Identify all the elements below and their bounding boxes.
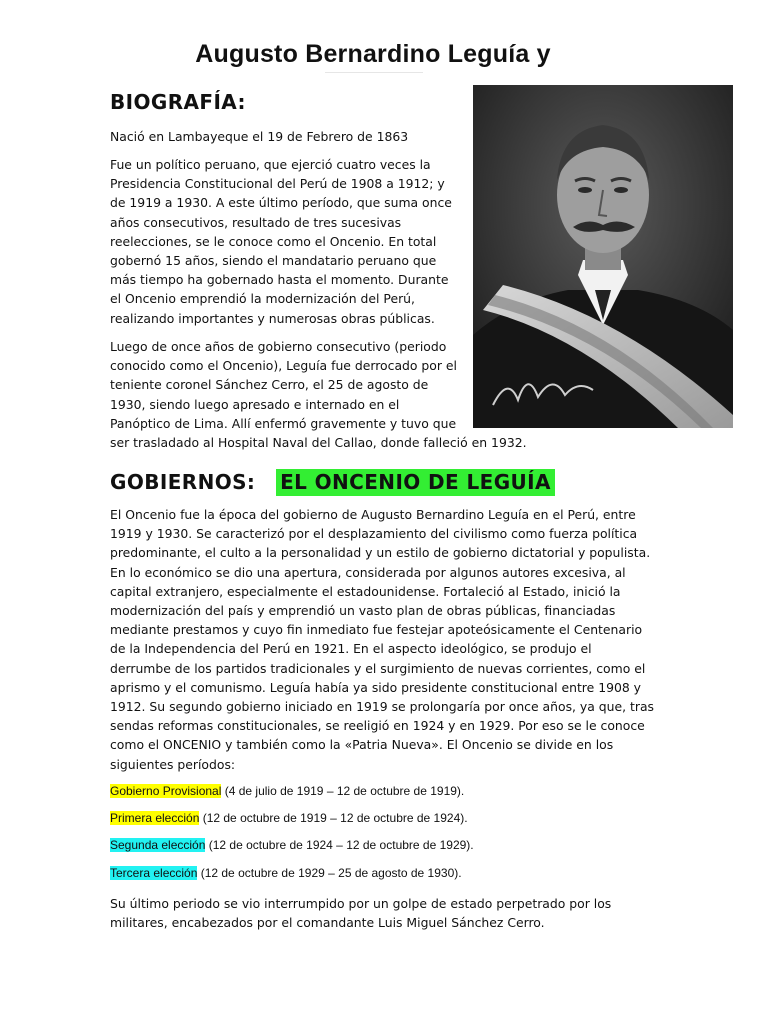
period-item [110,784,464,798]
paragraph-line: modernización del país y emprendió un vasto plan de obras públicas, financiadas [110,603,616,619]
paragraph-line: conocido como el Oncenio), Leguía fue derrocado por el [110,358,457,374]
paragraph-line: años consecutivos, resultado de tres sucesivas [110,214,402,230]
paragraph-line: militares, encabezados por el comandante Luis Miguel Sánchez Cerro. [110,915,545,931]
oncenio-paragraph [110,505,654,774]
paragraph-line: más tiempo ha gobernado hasta el momento. Durante [110,272,449,288]
paragraph-line: 1912. Su segundo gobierno iniciado en 1919 se prolongaría por once años, ya que, tras [110,699,655,715]
paragraph-line: En lo económico se dio una apertura, considerada por algunos autores excesiva, al [110,564,626,580]
paragraph-line: mediante prestamos y cuyo fin inmediato fue festejar apoteósicamente el Centenario [110,622,643,638]
period-label: Gobierno Provisional [110,784,222,798]
paragraph-line: de 1919 a 1930. A este último período, que suma once [110,195,452,211]
paragraph-line: el Oncenio emprendió la modernización del Perú, [110,291,415,307]
period-item [110,811,468,825]
period-dates: (12 de octubre de 1919 – 12 de octubre de 1924). [199,811,468,825]
period-label: Segunda elección [110,838,206,852]
birth-line: Nació en Lambayeque el 19 de Febrero de 1863 [110,129,409,144]
paragraph-line: Su último periodo se vio interrumpido por un golpe de estado perpetrado por los [110,896,612,911]
paragraph-line: Luego de once años de gobierno consecutivo (periodo [110,339,447,354]
paragraph-line: aprismo y el comunismo. Leguía había ya sido presidente constitucional entre 1908 y [110,679,641,695]
paragraph-line: como el ONCENIO y también como la «Patria Nueva». El Oncenio se divide en los [110,737,614,753]
period-item [110,838,474,852]
paragraph-line: capital extranjero, especialmente el estadounidense. Fortaleció al Estado, inició la [110,583,621,599]
paragraph-line: 1930, siendo luego apresado e internado en el [110,396,400,412]
biography-heading: BIOGRAFÍA: [110,90,246,114]
period-dates: (12 de octubre de 1924 – 12 de octubre de 1929). [205,838,474,852]
portrait-photo-icon [473,85,733,428]
paragraph-line: sendas reformas constitucionales, se reeligió en 1924 y en 1929. Por eso se le conoce [110,718,645,734]
title-underline [325,72,423,73]
governments-label: GOBIERNOS: [110,470,256,494]
period-item [110,866,462,880]
paragraph-line: 1919 y 1930. Se caracterizó por el desplazamiento del civilismo como fuerza política [110,526,638,542]
governments-heading [110,470,555,494]
paragraph-line: de la Independencia del Perú en 1921. En el aspecto ideológico, se produjo el [110,641,592,657]
biography-paragraph-2 [110,337,527,452]
biography-paragraph-1 [110,155,452,328]
paragraph-line: realizando importantes y numerosas obras públicas. [110,310,435,326]
period-dates: (12 de octubre de 1929 – 25 de agosto de 1930). [197,866,462,880]
paragraph-line: Panóptico de Lima. Allí enfermó gravemente y tuvo que [110,415,457,431]
period-dates: (4 de julio de 1919 – 12 de octubre de 1919). [221,784,465,798]
paragraph-line: Fue un político peruano, que ejerció cuatro veces la [110,157,431,172]
paragraph-line: gobernó 15 años, siendo el mandatario peruano que [110,253,437,269]
paragraph-line: derrumbe de los partidos tradicionales y el surgimiento de nuevas corrientes, como el [110,660,646,676]
paragraph-line: teniente coronel Sánchez Cerro, el 25 de agosto de [110,377,429,393]
paragraph-line: predominante, el culto a la personalidad y un estilo de gobierno dictatorial y populista. [110,545,651,561]
paragraph-line: ser trasladado al Hospital Naval del Callao, donde falleció en 1932. [110,435,527,451]
oncenio-highlight: EL ONCENIO DE LEGUÍA [276,469,555,496]
paragraph-line: reelecciones, se le conoce como el Oncenio. En total [110,233,437,249]
document-title: Augusto Bernardino Leguía y [195,40,551,68]
paragraph-line: siguientes períodos: [110,756,236,772]
period-label: Tercera elección [110,866,198,880]
paragraph-line: Presidencia Constitucional del Perú de 1908 a 1912; y [110,176,445,192]
closing-paragraph [110,894,611,932]
paragraph-line: El Oncenio fue la época del gobierno de Augusto Bernardino Leguía en el Perú, entre [110,507,636,522]
period-label: Primera elección [110,811,200,825]
